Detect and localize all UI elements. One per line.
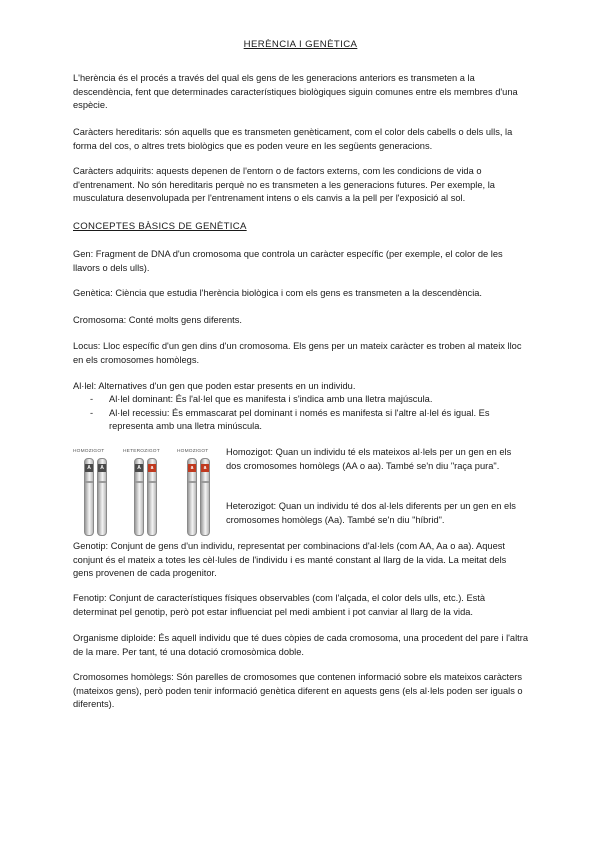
chromosome bbox=[84, 458, 94, 536]
concept-gen: Gen: Fragment de DNA d'un cromosoma que controla un caràcter específic (per exemple, el color de les llavors o dels ulls). bbox=[73, 249, 503, 273]
allele-band: A bbox=[135, 464, 143, 472]
concept-fenotip: Fenotip: Conjunt de característiques físiques observables (com l'alçada, el color dels ulls, etc.). Està determinat pel genotip, però pot estar influenciat pel medi ambient i pot canviar al llarg de la vida. bbox=[73, 593, 486, 617]
allele-band: a bbox=[148, 464, 156, 472]
concept-cromosoma: Cromosoma: Conté molts gens diferents. bbox=[73, 315, 242, 325]
list-item-recessive: - Al·lel recessiu: És emmascarat pel dominant i només es manifesta si l'altre al·lel és igual. Es representa amb una lletra minúscula. bbox=[73, 407, 528, 434]
allele-band: a bbox=[188, 464, 196, 472]
concept-genetica: Genètica: Ciència que estudia l'herència biològica i com els gens es transmeten a la descendència. bbox=[73, 288, 483, 298]
allele-band: A bbox=[85, 464, 93, 472]
figure-label-heterozygous: HETEROZIGOT bbox=[123, 449, 160, 454]
figure-label-homozygous-recessive: HOMOZIGOT bbox=[177, 449, 209, 454]
chromosome bbox=[147, 458, 157, 536]
concept-locus: Locus: Lloc específic d'un gen dins d'un cromosoma. Els gens per un mateix caràcter es troben al mateix lloc en els cromosomes homòlegs. bbox=[73, 341, 522, 365]
section-subtitle: CONCEPTES BÀSICS DE GENÈTICA bbox=[73, 221, 247, 232]
figure-label-homozygous-dominant: HOMOZIGOT bbox=[73, 449, 105, 454]
chromosome bbox=[187, 458, 197, 536]
intro-paragraph-heredity: L'herència és el procés a través del qual els gens de les generacions anteriors es transmeten a la descendència, fent que determinades característiques biològiques siguin comunes entre els membres d'una espècie. bbox=[73, 73, 518, 111]
concept-organisme-diploide: Organisme diploide: És aquell individu que té dues còpies de cada cromosoma, una procedent del pare i l'altra de la mare. Per tant, té una dotació cromosòmica doble. bbox=[73, 633, 529, 657]
centromere bbox=[85, 481, 93, 483]
allele-band: A bbox=[98, 464, 106, 472]
allele-band: a bbox=[201, 464, 209, 472]
list-item-dominant: - Al·lel dominant: És l'al·lel que es manifesta i s'indica amb una lletra majúscula. bbox=[73, 393, 528, 407]
concept-cromosomes-homolegs: Cromosomes homòlegs: Són parelles de cromosomes que contenen informació sobre els mateixos caràcters (mateixos gens), però poden tenir informació genètica diferent en aquests gens (els al·lels poden ser iguals o diferents). bbox=[73, 672, 523, 710]
concept-allel: Al·lel: Alternatives d'un gen que poden estar presents en un individu. bbox=[73, 381, 356, 391]
centromere bbox=[188, 481, 196, 483]
concept-genotip: Genotip: Conjunt de gens d'un individu, representat per combinacions d'al·lels (com AA, Aa o aa). Aquest conjunt és el mateix a totes les cèl·lules de l'individu i es manté constant al llarg de la vida. La meitat dels gens provenen de cada progenitor. bbox=[73, 541, 507, 579]
chromosome-figure bbox=[73, 449, 219, 537]
intro-paragraph-acquired-traits: Caràcters adquirits: aquests depenen de l'entorn o de factors externs, com les condicions de vida o d'entrenament. No són hereditaris perquè no es transmeten a les generacions futures. Per exemple, la musculatura desenvolupada per l'entrenament intens o els canvis a la pell per l'exposició al sol. bbox=[73, 166, 495, 204]
concept-heterozigot: Heterozigot: Quan un individu té dos al·lels diferents per un gen en els cromosomes homòlegs (Aa). També se'n diu "híbrid". bbox=[226, 501, 516, 525]
allele-list bbox=[73, 393, 528, 434]
intro-paragraph-hereditary-traits: Caràcters hereditaris: són aquells que es transmeten genèticament, com el color dels cabells o dels ulls, la forma del cos, o altres trets biològics que es poden veure en les següents generacions. bbox=[73, 127, 513, 151]
centromere bbox=[135, 481, 143, 483]
centromere bbox=[148, 481, 156, 483]
centromere bbox=[201, 481, 209, 483]
centromere bbox=[98, 481, 106, 483]
chromosome bbox=[97, 458, 107, 536]
chromosome bbox=[134, 458, 144, 536]
concept-homozigot: Homozigot: Quan un individu té els mateixos al·lels per un gen en els dos cromosomes homòlegs (AA o aa). També se'n diu "raça pura". bbox=[226, 447, 512, 471]
chromosome bbox=[200, 458, 210, 536]
page-title: HERÈNCIA I GENÈTICA bbox=[243, 39, 358, 50]
